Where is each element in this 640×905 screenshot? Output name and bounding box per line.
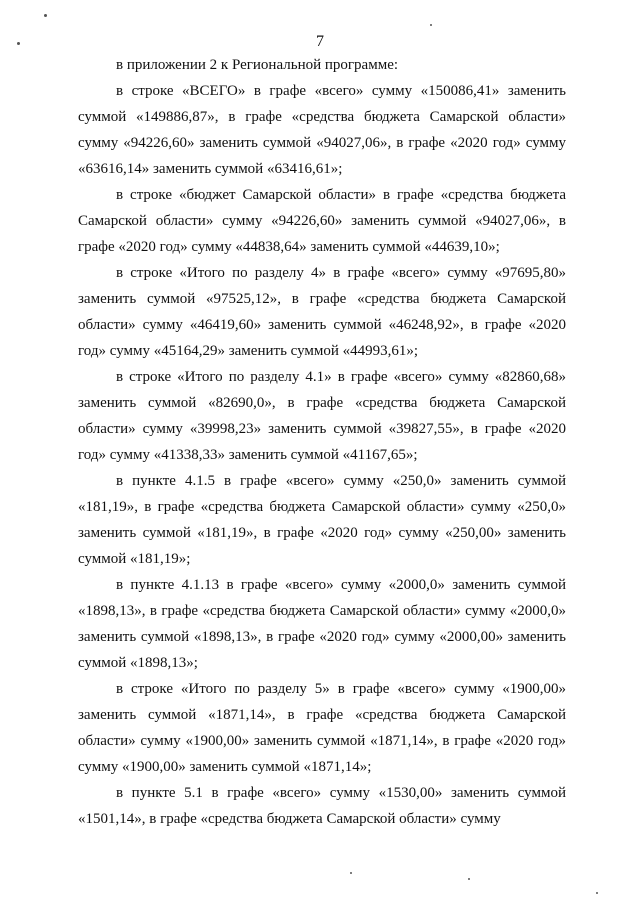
paragraph: в строке «бюджет Самарской области» в графе «средства бюджета Самарской области» сумму «94226,60» заменить суммой «94027,06», в графе «2020 год» сумму «44838,64» заменить суммой «44639,10»; <box>78 187 566 255</box>
paragraph: в пункте 5.1 в графе «всего» сумму «1530,00» заменить суммой «1501,14», в графе «средства бюджета Самарской области» сумму <box>78 785 566 827</box>
paragraph: в строке «Итого по разделу 5» в графе «всего» сумму «1900,00» заменить суммой «1871,14», в графе «средства бюджета Самарской области» сумму «1900,00» заменить суммой «1871,14», в графе «2020 год» сумму «1900,00» заменить суммой «1871,14»; <box>78 681 566 775</box>
scan-speck <box>596 892 598 894</box>
paragraph: в пункте 4.1.5 в графе «всего» сумму «250,0» заменить суммой «181,19», в графе «средства бюджета Самарской области» сумму «250,0» заменить суммой «181,19», в графе «2020 год» сумму «250,00» заменить суммой «181,19»; <box>78 473 566 567</box>
scan-speck <box>468 878 470 880</box>
scan-speck <box>430 24 432 26</box>
paragraph: в строке «Итого по разделу 4» в графе «всего» сумму «97695,80» заменить суммой «97525,12», в графе «средства бюджета Самарской области» сумму «46419,60» заменить суммой «46248,92», в графе «2020 год» сумму «45164,29» заменить суммой «44993,61»; <box>78 265 566 359</box>
document-body <box>78 52 566 832</box>
paragraph: в пункте 4.1.13 в графе «всего» сумму «2000,0» заменить суммой «1898,13», в графе «средства бюджета Самарской области» сумму «2000,0» заменить суммой «1898,13», в графе «2020 год» сумму «2000,00» заменить суммой «1898,13»; <box>78 577 566 671</box>
paragraph-intro: в приложении 2 к Региональной программе: <box>116 57 399 73</box>
scan-speck <box>44 14 47 17</box>
paragraph: в строке «Итого по разделу 4.1» в графе «всего» сумму «82860,68» заменить суммой «82690,0», в графе «средства бюджета Самарской области» сумму «39998,23» заменить суммой «39827,55», в графе «2020 год» сумму «41338,33» заменить суммой «41167,65»; <box>78 369 566 463</box>
paragraph: в строке «ВСЕГО» в графе «всего» сумму «150086,41» заменить суммой «149886,87», в графе «средства бюджета Самарской области» сумму «94226,60» заменить суммой «94027,06», в графе «2020 год» сумму «63616,14» заменить суммой «63416,61»; <box>78 83 566 177</box>
scan-speck <box>350 872 352 874</box>
page-number: 7 <box>316 33 324 50</box>
